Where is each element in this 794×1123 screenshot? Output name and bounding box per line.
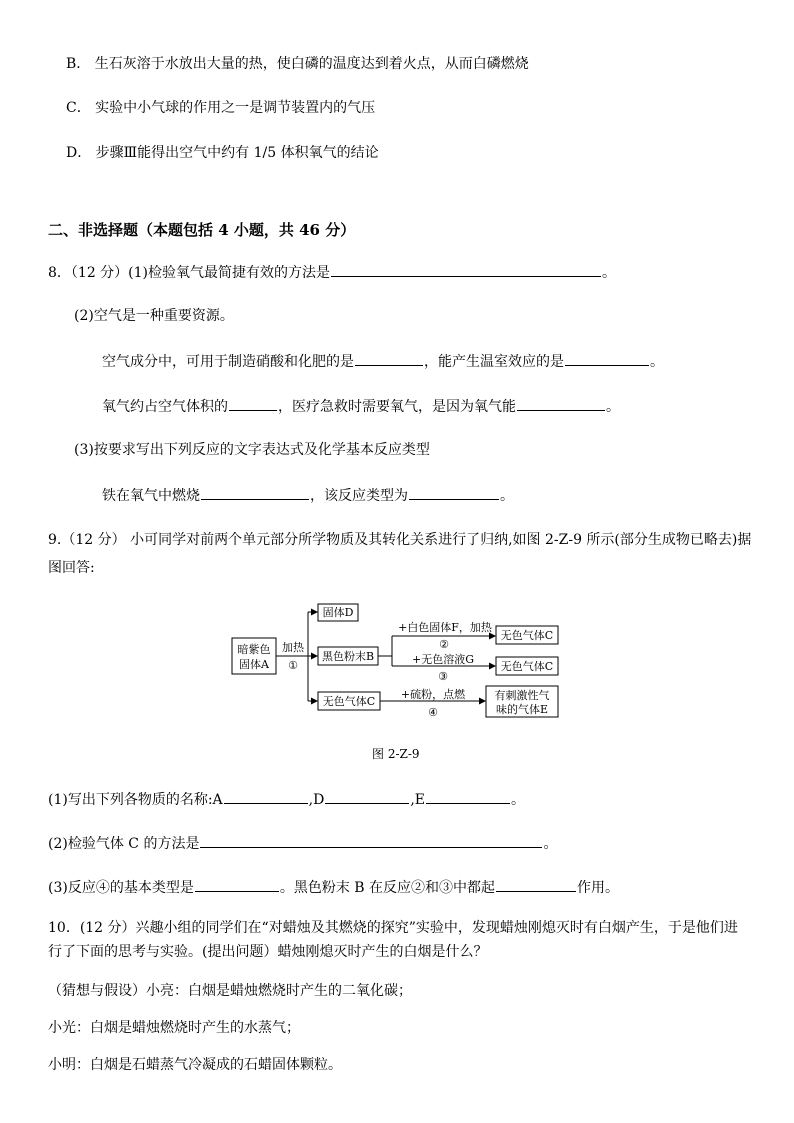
box-a-line1: 暗紫色: [237, 643, 271, 656]
answer-blank[interactable]: [201, 485, 309, 500]
answer-blank[interactable]: [517, 396, 605, 411]
box-d-label: 固体D: [322, 606, 354, 619]
section-heading: 二、非选择题（本题包括 4 小题，共 46 分）: [48, 221, 356, 239]
answer-blank[interactable]: [496, 877, 576, 892]
condition-2: +白色固体F，加热: [398, 621, 492, 634]
reaction-3: ③: [438, 670, 448, 683]
answer-blank[interactable]: [200, 833, 542, 848]
heat-label: 加热: [282, 641, 304, 654]
q10-guess-2: 小光：白烟是蜡烛燃烧时产生的水蒸气；: [48, 1020, 300, 1036]
q10-stem-1: 10．(12 分）兴趣小组的同学们在“对蜡烛及其燃烧的探究”实验中，发现蜡烛刚熄灭时有白烟产生，于是他们进: [48, 920, 738, 936]
answer-blank[interactable]: [565, 351, 649, 366]
q10-guess-1: （猜想与假设）小亮：白烟是蜡烛燃烧时产生的二氧化碳；: [48, 983, 412, 999]
reaction-2: ②: [439, 638, 449, 651]
q8-part2b: 氧气约占空气体积的 ，医疗急救时需要氧气，是因为氧气能 。: [102, 396, 620, 417]
option-d: D． 步骤Ⅲ能得出空气中约有 1/5 体积氧气的结论: [66, 145, 379, 161]
answer-blank[interactable]: [355, 351, 423, 366]
box-e-line2: 味的气体E: [495, 703, 549, 716]
q9-part3: (3)反应④的基本类型是 。黑色粉末 B 在反应②和③中都起 作用。: [48, 877, 619, 898]
q9-part2: (2)检验气体 C 的方法是 。: [48, 833, 557, 854]
condition-4: +硫粉，点燃: [400, 688, 466, 701]
q9-stem-1: 9.（12 分） 小可同学对前两个单元部分所学物质及其转化关系进行了归纳,如图 2-Z-9 所示(部分生成物已略去)据: [48, 532, 752, 548]
answer-blank[interactable]: [426, 789, 510, 804]
q10-guess-3: 小明：白烟是石蜡蒸气冷凝成的石蜡固体颗粒。: [48, 1057, 342, 1073]
answer-blank[interactable]: [229, 396, 277, 411]
q8-stem: 8．（12 分）(1)检验氧气最简捷有效的方法是 。: [48, 262, 616, 283]
box-b-label: 黑色粉末B: [321, 650, 375, 663]
answer-blank[interactable]: [195, 877, 279, 892]
reaction-1: ①: [288, 659, 298, 672]
answer-blank[interactable]: [224, 789, 308, 804]
q8-part3a: 铁在氧气中燃烧 ，该反应类型为 。: [102, 485, 514, 506]
q10-stem-2: 行了下面的思考与实验。(提出问题）蜡烛刚熄灭时产生的白烟是什么？: [48, 944, 488, 960]
answer-blank[interactable]: [331, 262, 601, 277]
flow-diagram: [230, 600, 570, 725]
q9-stem-2: 图回答:: [48, 560, 95, 576]
answer-blank[interactable]: [325, 789, 409, 804]
option-b: B． 生石灰溶于水放出大量的热，使白磷的温度达到着火点，从而白磷燃烧: [66, 56, 529, 72]
box-c-mid-label: 无色气体C: [500, 660, 554, 673]
option-c: C． 实验中小气球的作用之一是调节装置内的气压: [66, 100, 376, 116]
box-c-top-label: 无色气体C: [500, 629, 554, 642]
box-c-left-label: 无色气体C: [322, 695, 376, 708]
answer-blank[interactable]: [409, 485, 499, 500]
figure-caption: 图 2-Z-9: [372, 747, 420, 761]
q9-part1: (1)写出下列各物质的名称:A ,D ,E 。: [48, 789, 525, 810]
box-a-line2: 固体A: [239, 658, 269, 671]
q8-part2a: 空气成分中，可用于制造硝酸和化肥的是 ，能产生温室效应的是 。: [102, 351, 664, 372]
condition-3: +无色溶液G: [411, 653, 475, 666]
reaction-4: ④: [428, 706, 438, 719]
q8-part2: (2)空气是一种重要资源。: [74, 308, 234, 324]
q8-part3: (3)按要求写出下列反应的文字表达式及化学基本反应类型: [74, 442, 430, 458]
box-e-line1: 有刺激性气: [494, 689, 550, 702]
